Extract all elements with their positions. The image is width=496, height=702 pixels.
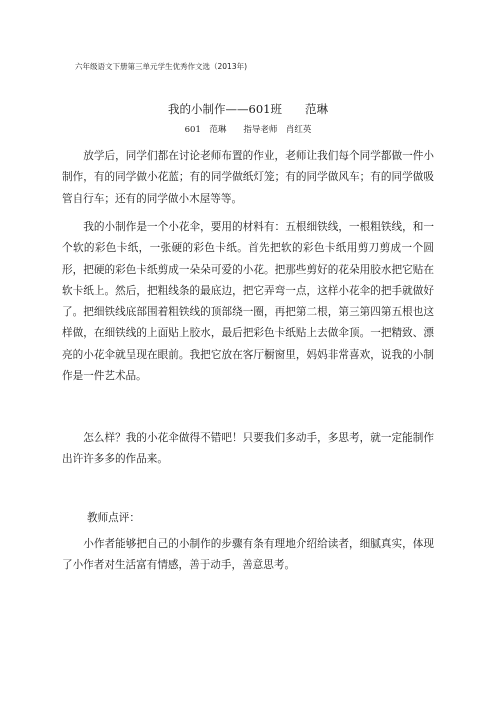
teacher-comment-label: 教师点评：: [87, 512, 140, 524]
teacher-comment: 小作者能够把自己的小制作的步骤有条有理地介绍给读者，细腻真实，体现了小作者对生活富有情感，善于动手，善意思考。: [62, 538, 434, 572]
paragraph-2: 我的小制作是一个小花伞，要用的材料有：五根细铁线，一根粗铁线，和一个软的彩色卡纸，一张硬的彩色卡纸。首先把软的彩色卡纸用剪刀剪成一个圆形，把硬的彩色卡纸剪成一朵朵可爱的小花。把那些剪好的花朵用胶水把它贴在软卡纸上。然后，把粗线条的最底边，把它弄弯一点，这样小花伞的把手就做好了。把细铁线底部围着粗铁线的顶部绕一圈，再把第二根，第三第四第五根也这样做，在细铁线的上面贴上胶水，最后把彩色卡纸贴上去做伞顶。一把精致、漂亮的小花伞就呈现在眼前。我把它放在客厅橱窗里，妈妈非常喜欢，说我的小制作是一件艺术品。: [62, 221, 434, 383]
essay-title: 我的小制作——601班 范琳: [168, 102, 328, 116]
paragraph-1: 放学后，同学们都在讨论老师布置的作业，老师让我们每个同学都做一件小制作，有的同学做小花蓝；有的同学做纸灯笼；有的同学做风车；有的同学做吸管自行车；还有的同学做小木屋等等。: [62, 150, 434, 205]
document-header: 六年级语文下册第三单元学生优秀作文选（2013年): [75, 62, 248, 71]
essay-byline: 601 范琳 指导老师 肖红英: [184, 125, 312, 135]
paragraph-3: 怎么样？我的小花伞做得不错吧！只要我们多动手，多思考，就一定能制作出许许多多的作品来。: [62, 432, 434, 466]
